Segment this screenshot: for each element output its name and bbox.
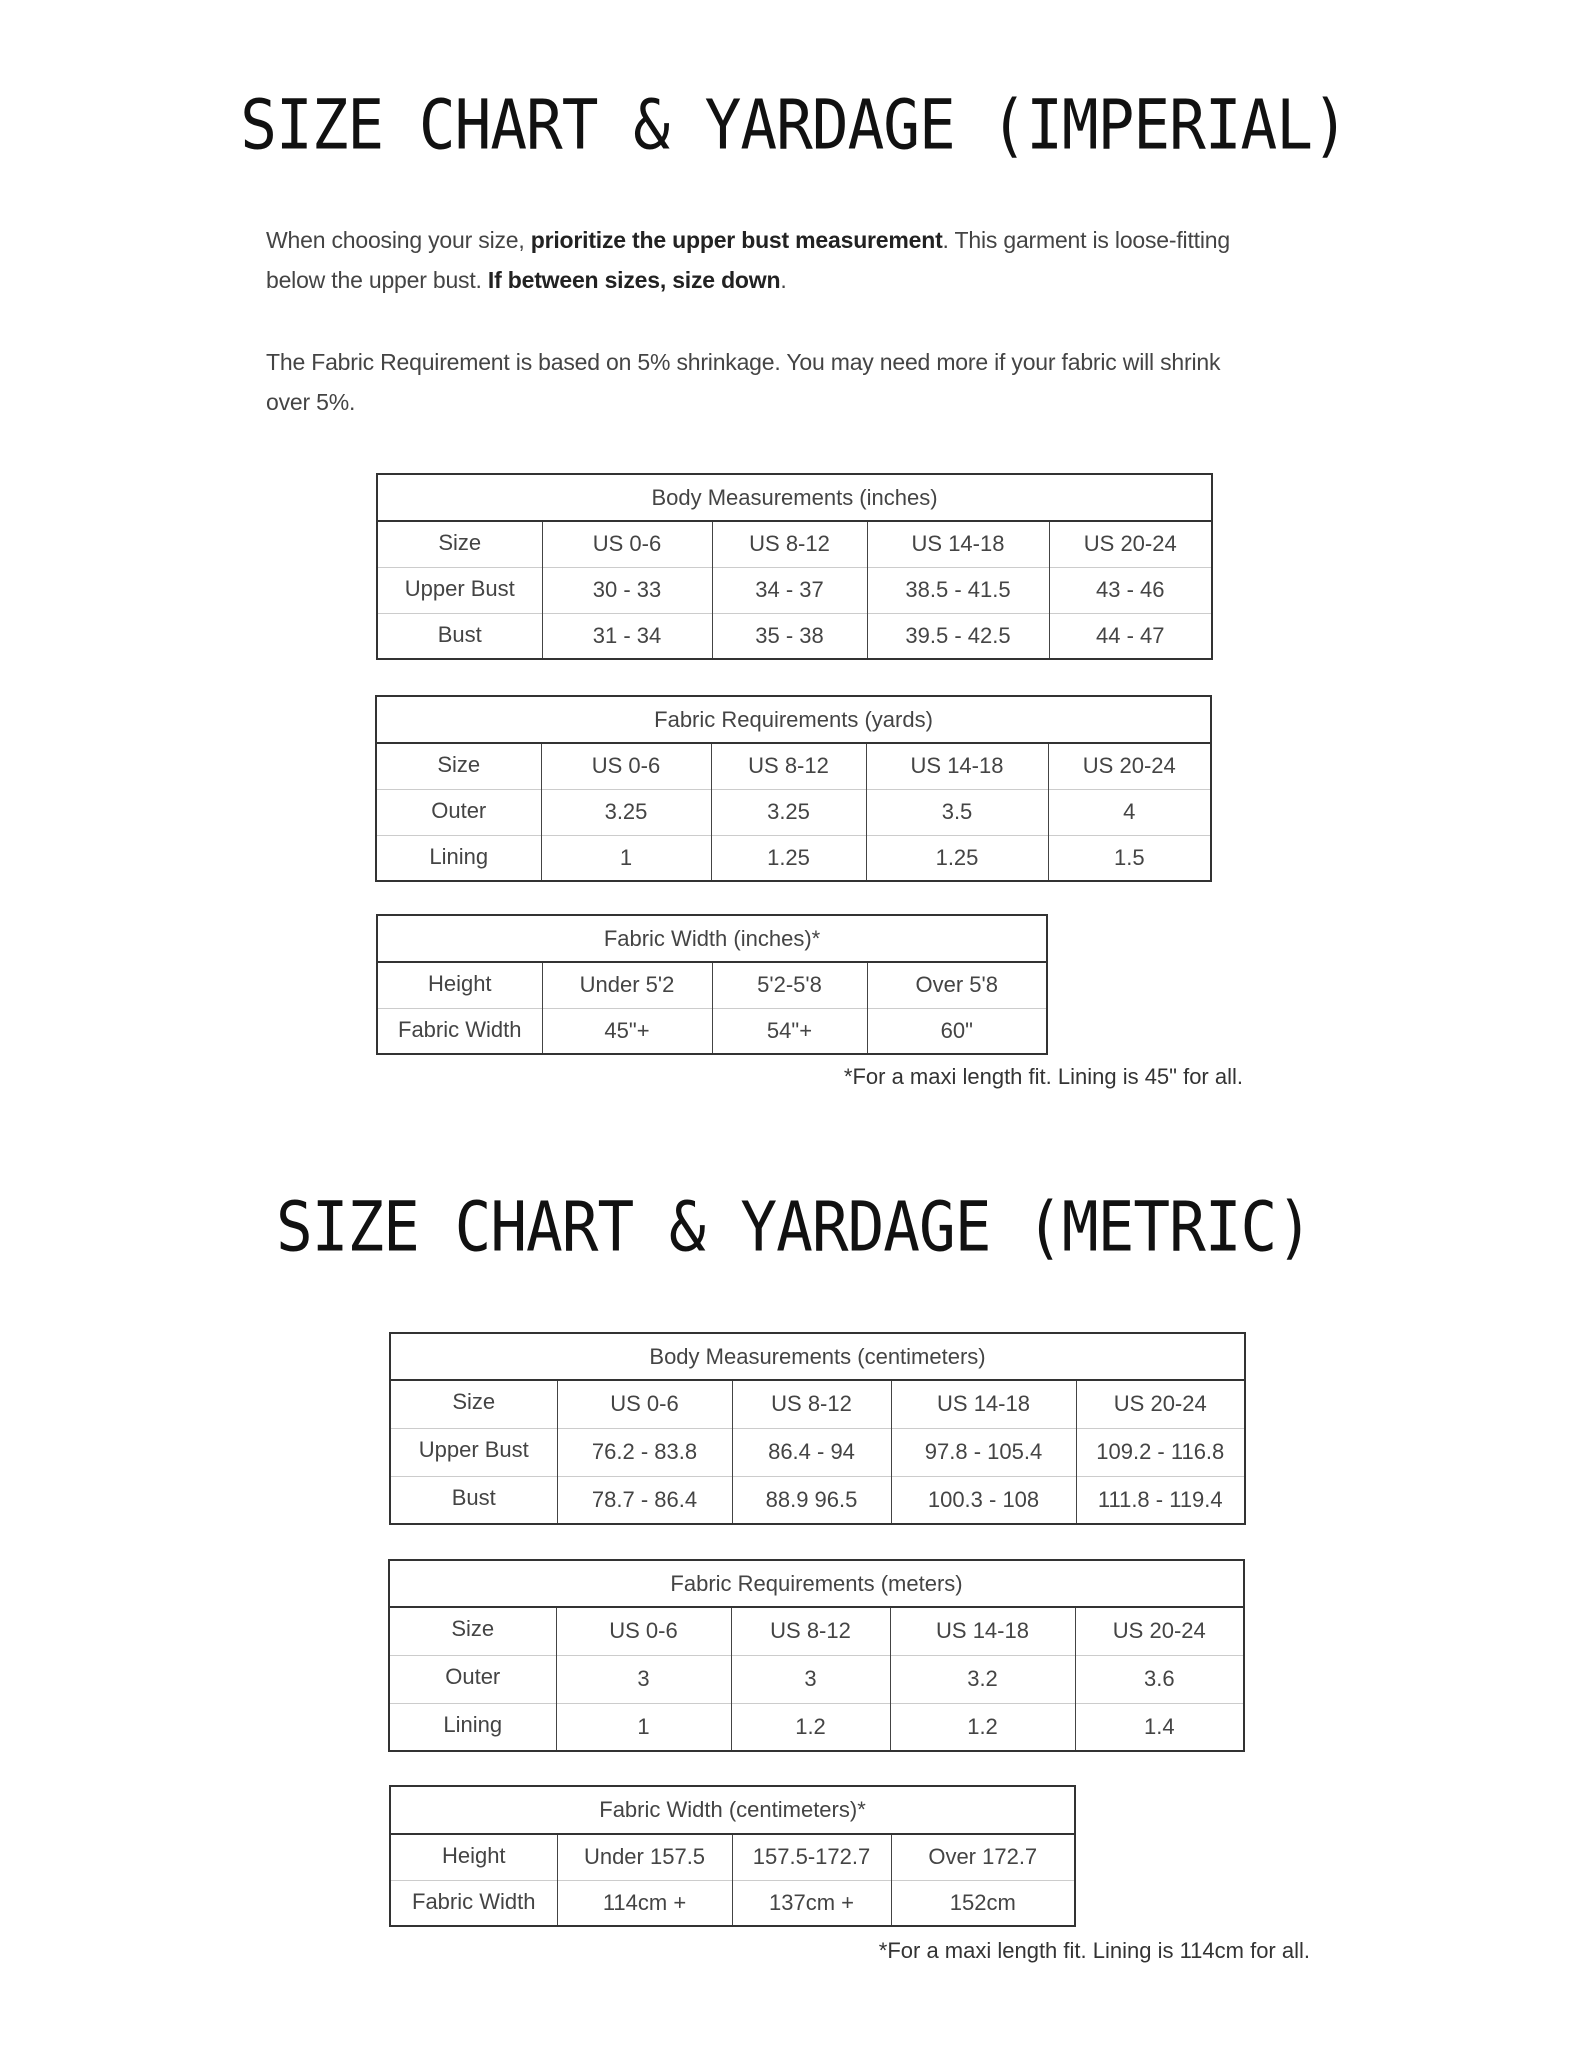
table-row (377, 613, 1212, 659)
table-cell: 3.6 (1075, 1655, 1244, 1703)
table-title-row (377, 474, 1212, 521)
table-cell: 86.4 - 94 (732, 1428, 891, 1476)
row-label: Upper Bust (390, 1428, 557, 1476)
text: When choosing your size, (266, 227, 531, 253)
table-title-row (389, 1560, 1244, 1607)
table-header-row (390, 1834, 1075, 1880)
table-cell: 39.5 - 42.5 (867, 613, 1049, 659)
table-cell: US 0-6 (541, 743, 711, 789)
table-header-row (390, 1380, 1245, 1428)
table-row (390, 1428, 1245, 1476)
row-label: Lining (376, 835, 541, 881)
table-row (377, 567, 1212, 613)
metric-footnote: *For a maxi length fit. Lining is 114cm for all. (878, 1938, 1310, 1963)
table-title: Fabric Width (centimeters)* (599, 1797, 866, 1822)
table-cell: Under 157.5 (557, 1834, 732, 1880)
table-cell: US 20-24 (1075, 1607, 1244, 1655)
row-label: Size (376, 743, 541, 789)
row-label: Size (390, 1380, 557, 1428)
metric-fabric-requirements-table (388, 1559, 1245, 1752)
bold-text: prioritize the upper bust measurement (530, 227, 943, 253)
table-cell: 114cm + (557, 1880, 732, 1926)
table-cell: 35 - 38 (712, 613, 867, 659)
table-cell: US 14-18 (890, 1607, 1075, 1655)
table-cell: 5'2-5'8 (712, 962, 867, 1008)
table-cell: 157.5-172.7 (732, 1834, 891, 1880)
table-cell: 111.8 - 119.4 (1076, 1476, 1245, 1524)
shrinkage-line-2: over 5%. (266, 389, 356, 415)
imperial-fabric-width-table (376, 914, 1048, 1055)
table-cell: 43 - 46 (1049, 567, 1212, 613)
table-cell: US 8-12 (712, 521, 867, 567)
table-cell: 152cm (891, 1880, 1075, 1926)
table-cell: US 20-24 (1048, 743, 1211, 789)
table-title: Body Measurements (centimeters) (649, 1343, 986, 1369)
advice-line-2 (266, 260, 1386, 300)
row-label: Bust (377, 613, 542, 659)
table-cell: 1.2 (731, 1703, 890, 1751)
table-cell: 88.9 96.5 (732, 1476, 891, 1524)
table-cell: 3.5 (866, 789, 1048, 835)
table-cell: 34 - 37 (712, 567, 867, 613)
table-cell: US 14-18 (891, 1380, 1076, 1428)
shrinkage-line-1: The Fabric Requirement is based on 5% shrinkage. You may need more if your fabric will shrink (266, 349, 1221, 375)
table-cell: 3.25 (711, 789, 866, 835)
table-cell: 31 - 34 (542, 613, 712, 659)
table-cell: Over 5'8 (867, 962, 1047, 1008)
imperial-title: SIZE CHART & YARDAGE (IMPERIAL) (240, 85, 1348, 166)
table-cell: Under 5'2 (542, 962, 712, 1008)
table-header-row (377, 521, 1212, 567)
table-cell: 1.4 (1075, 1703, 1244, 1751)
table-cell: 1.2 (890, 1703, 1075, 1751)
table-cell: 30 - 33 (542, 567, 712, 613)
table-cell: 1.5 (1048, 835, 1211, 881)
row-label: Size (377, 521, 542, 567)
table-title: Fabric Requirements (yards) (654, 706, 933, 732)
text: . (780, 267, 787, 293)
row-label: Size (389, 1607, 556, 1655)
metric-title: SIZE CHART & YARDAGE (METRIC) (275, 1187, 1313, 1268)
table-row (390, 1880, 1075, 1926)
table-header-row (389, 1607, 1244, 1655)
text: below the upper bust. (266, 267, 488, 293)
table-cell: Over 172.7 (891, 1834, 1075, 1880)
table-title-row (390, 1786, 1075, 1834)
table-cell: 1.25 (711, 835, 866, 881)
table-cell: US 0-6 (557, 1380, 732, 1428)
table-cell: US 14-18 (866, 743, 1048, 789)
table-title: Fabric Requirements (meters) (670, 1570, 963, 1596)
row-label: Upper Bust (377, 567, 542, 613)
shrinkage-paragraph (266, 342, 1386, 422)
table-cell: 100.3 - 108 (891, 1476, 1076, 1524)
size-advice-paragraph (266, 220, 1386, 300)
imperial-footnote: *For a maxi length fit. Lining is 45" for all. (843, 1064, 1243, 1089)
table-cell: US 14-18 (867, 521, 1049, 567)
table-cell: 60" (867, 1008, 1047, 1054)
text: . This garment is loose-fitting (942, 227, 1230, 253)
table-cell: 4 (1048, 789, 1211, 835)
row-label: Height (377, 962, 542, 1008)
row-label: Fabric Width (377, 1008, 542, 1054)
table-cell: 38.5 - 41.5 (867, 567, 1049, 613)
imperial-fabric-requirements-table (375, 695, 1212, 882)
row-label: Height (390, 1834, 557, 1880)
table-row (377, 1008, 1047, 1054)
table-cell: US 0-6 (542, 521, 712, 567)
table-cell: US 0-6 (556, 1607, 731, 1655)
table-cell: 3 (731, 1655, 890, 1703)
table-header-row (376, 743, 1211, 789)
table-cell: 76.2 - 83.8 (557, 1428, 732, 1476)
table-cell: 3 (556, 1655, 731, 1703)
imperial-body-measurements-table (376, 473, 1213, 660)
metric-body-measurements-table (389, 1332, 1246, 1525)
table-title: Fabric Width (inches)* (603, 925, 821, 951)
table-cell: 45"+ (542, 1008, 712, 1054)
table-title-row (376, 696, 1211, 743)
table-cell: 54"+ (712, 1008, 867, 1054)
table-cell: US 20-24 (1049, 521, 1212, 567)
table-cell: US 8-12 (732, 1380, 891, 1428)
table-row (376, 835, 1211, 881)
table-title: Body Measurements (inches) (651, 484, 938, 510)
table-cell: 3.25 (541, 789, 711, 835)
table-cell: 44 - 47 (1049, 613, 1212, 659)
table-header-row (377, 962, 1047, 1008)
table-row (390, 1476, 1245, 1524)
row-label: Outer (389, 1655, 556, 1703)
table-cell: 78.7 - 86.4 (557, 1476, 732, 1524)
table-row (389, 1703, 1244, 1751)
row-label: Bust (390, 1476, 557, 1524)
table-cell: 1 (541, 835, 711, 881)
table-row (389, 1655, 1244, 1703)
table-cell: 1 (556, 1703, 731, 1751)
table-cell: 1.25 (866, 835, 1048, 881)
row-label: Lining (389, 1703, 556, 1751)
table-cell: 97.8 - 105.4 (891, 1428, 1076, 1476)
row-label: Fabric Width (390, 1880, 557, 1926)
table-title-row (390, 1333, 1245, 1380)
table-cell: 109.2 - 116.8 (1076, 1428, 1245, 1476)
metric-fabric-width-table (389, 1785, 1076, 1927)
table-cell: US 8-12 (731, 1607, 890, 1655)
table-cell: 3.2 (890, 1655, 1075, 1703)
advice-line-1 (266, 220, 1386, 260)
table-cell: 137cm + (732, 1880, 891, 1926)
row-label: Outer (376, 789, 541, 835)
table-title-row (377, 915, 1047, 962)
table-row (376, 789, 1211, 835)
bold-text: If between sizes, size down (487, 267, 781, 293)
table-cell: US 8-12 (711, 743, 866, 789)
table-cell: US 20-24 (1076, 1380, 1245, 1428)
